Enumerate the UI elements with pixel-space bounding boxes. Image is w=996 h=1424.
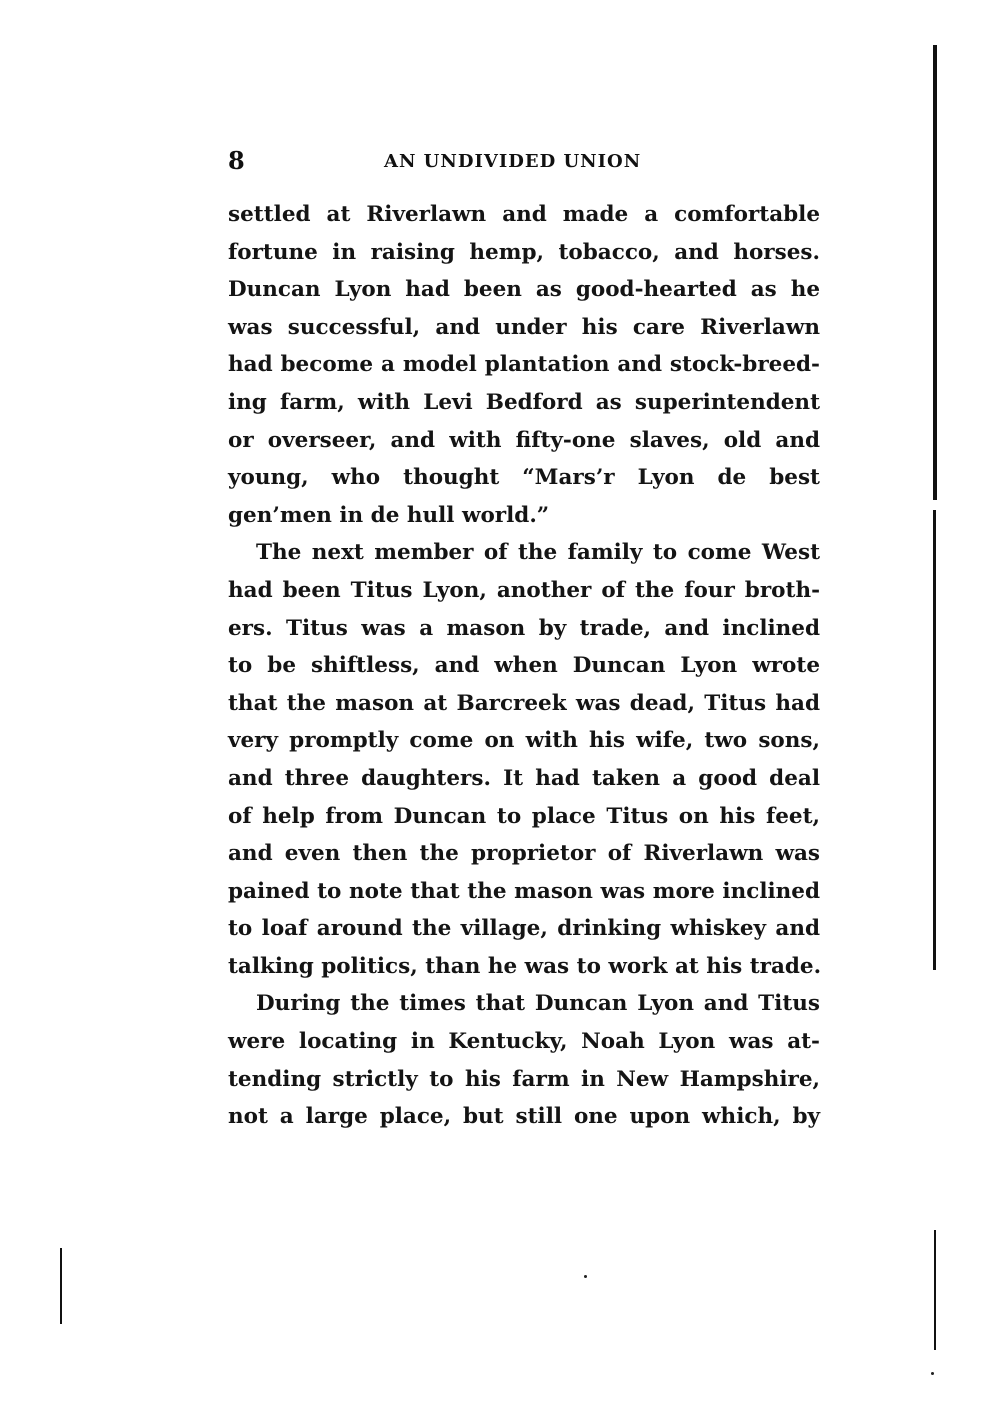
text-line: not a large place, but still one upon which, by <box>228 1104 820 1130</box>
text-line: ing farm, with Levi Bedford as superintendent <box>228 389 820 415</box>
text-line: had become a model plantation and stock-breed- <box>228 352 820 378</box>
text-line: and even then the proprietor of Riverlawn was <box>228 841 820 867</box>
scan-edge-mark <box>933 45 937 500</box>
scan-edge-mark <box>60 1248 62 1324</box>
text-line: that the mason at Barcreek was dead, Titus had <box>228 690 820 716</box>
text-line: or overseer, and with fifty-one slaves, old and <box>228 427 820 453</box>
page-header <box>228 146 820 182</box>
paragraph-3 <box>228 985 820 1135</box>
body-text <box>228 196 820 1136</box>
text-line: to loaf around the village, drinking whiskey and <box>228 916 820 942</box>
text-line: very promptly come on with his wife, two sons, <box>228 728 820 754</box>
text-line: The next member of the family to come West <box>256 540 820 566</box>
text-line: ers. Titus was a mason by trade, and inclined <box>228 615 820 641</box>
text-line: and three daughters. It had taken a good deal <box>228 765 820 791</box>
text-line: tending strictly to his farm in New Hampshire, <box>228 1066 820 1092</box>
text-line: During the times that Duncan Lyon and Titus <box>256 991 820 1017</box>
text-line: were locating in Kentucky, Noah Lyon was at- <box>228 1029 820 1055</box>
text-line: gen’men in de hull world.” <box>228 502 550 528</box>
text-line: young, who thought “Mars’r Lyon de best <box>228 465 820 491</box>
text-line: settled at Riverlawn and made a comfortable <box>228 202 820 227</box>
scan-speck <box>931 1372 934 1375</box>
scan-speck <box>584 1275 587 1278</box>
text-line: to be shiftless, and when Duncan Lyon wrote <box>228 653 820 679</box>
scan-edge-mark <box>933 510 936 970</box>
text-line: fortune in raising hemp, tobacco, and horses. <box>228 239 820 265</box>
text-line: had been Titus Lyon, another of the four broth- <box>228 577 820 603</box>
text-line: of help from Duncan to place Titus on his feet, <box>228 803 820 829</box>
running-head: AN UNDIVIDED UNION <box>384 151 642 172</box>
paragraph-2 <box>228 534 820 985</box>
text-line: Duncan Lyon had been as good-hearted as he <box>228 277 820 303</box>
page-number: 8 <box>228 146 245 175</box>
text-line: pained to note that the mason was more inclined <box>228 878 820 904</box>
paragraph-1 <box>228 196 820 534</box>
scan-edge-mark <box>934 1230 936 1350</box>
text-line: was successful, and under his care Riverlawn <box>228 314 820 340</box>
text-line: talking politics, than he was to work at his trade. <box>228 953 822 979</box>
